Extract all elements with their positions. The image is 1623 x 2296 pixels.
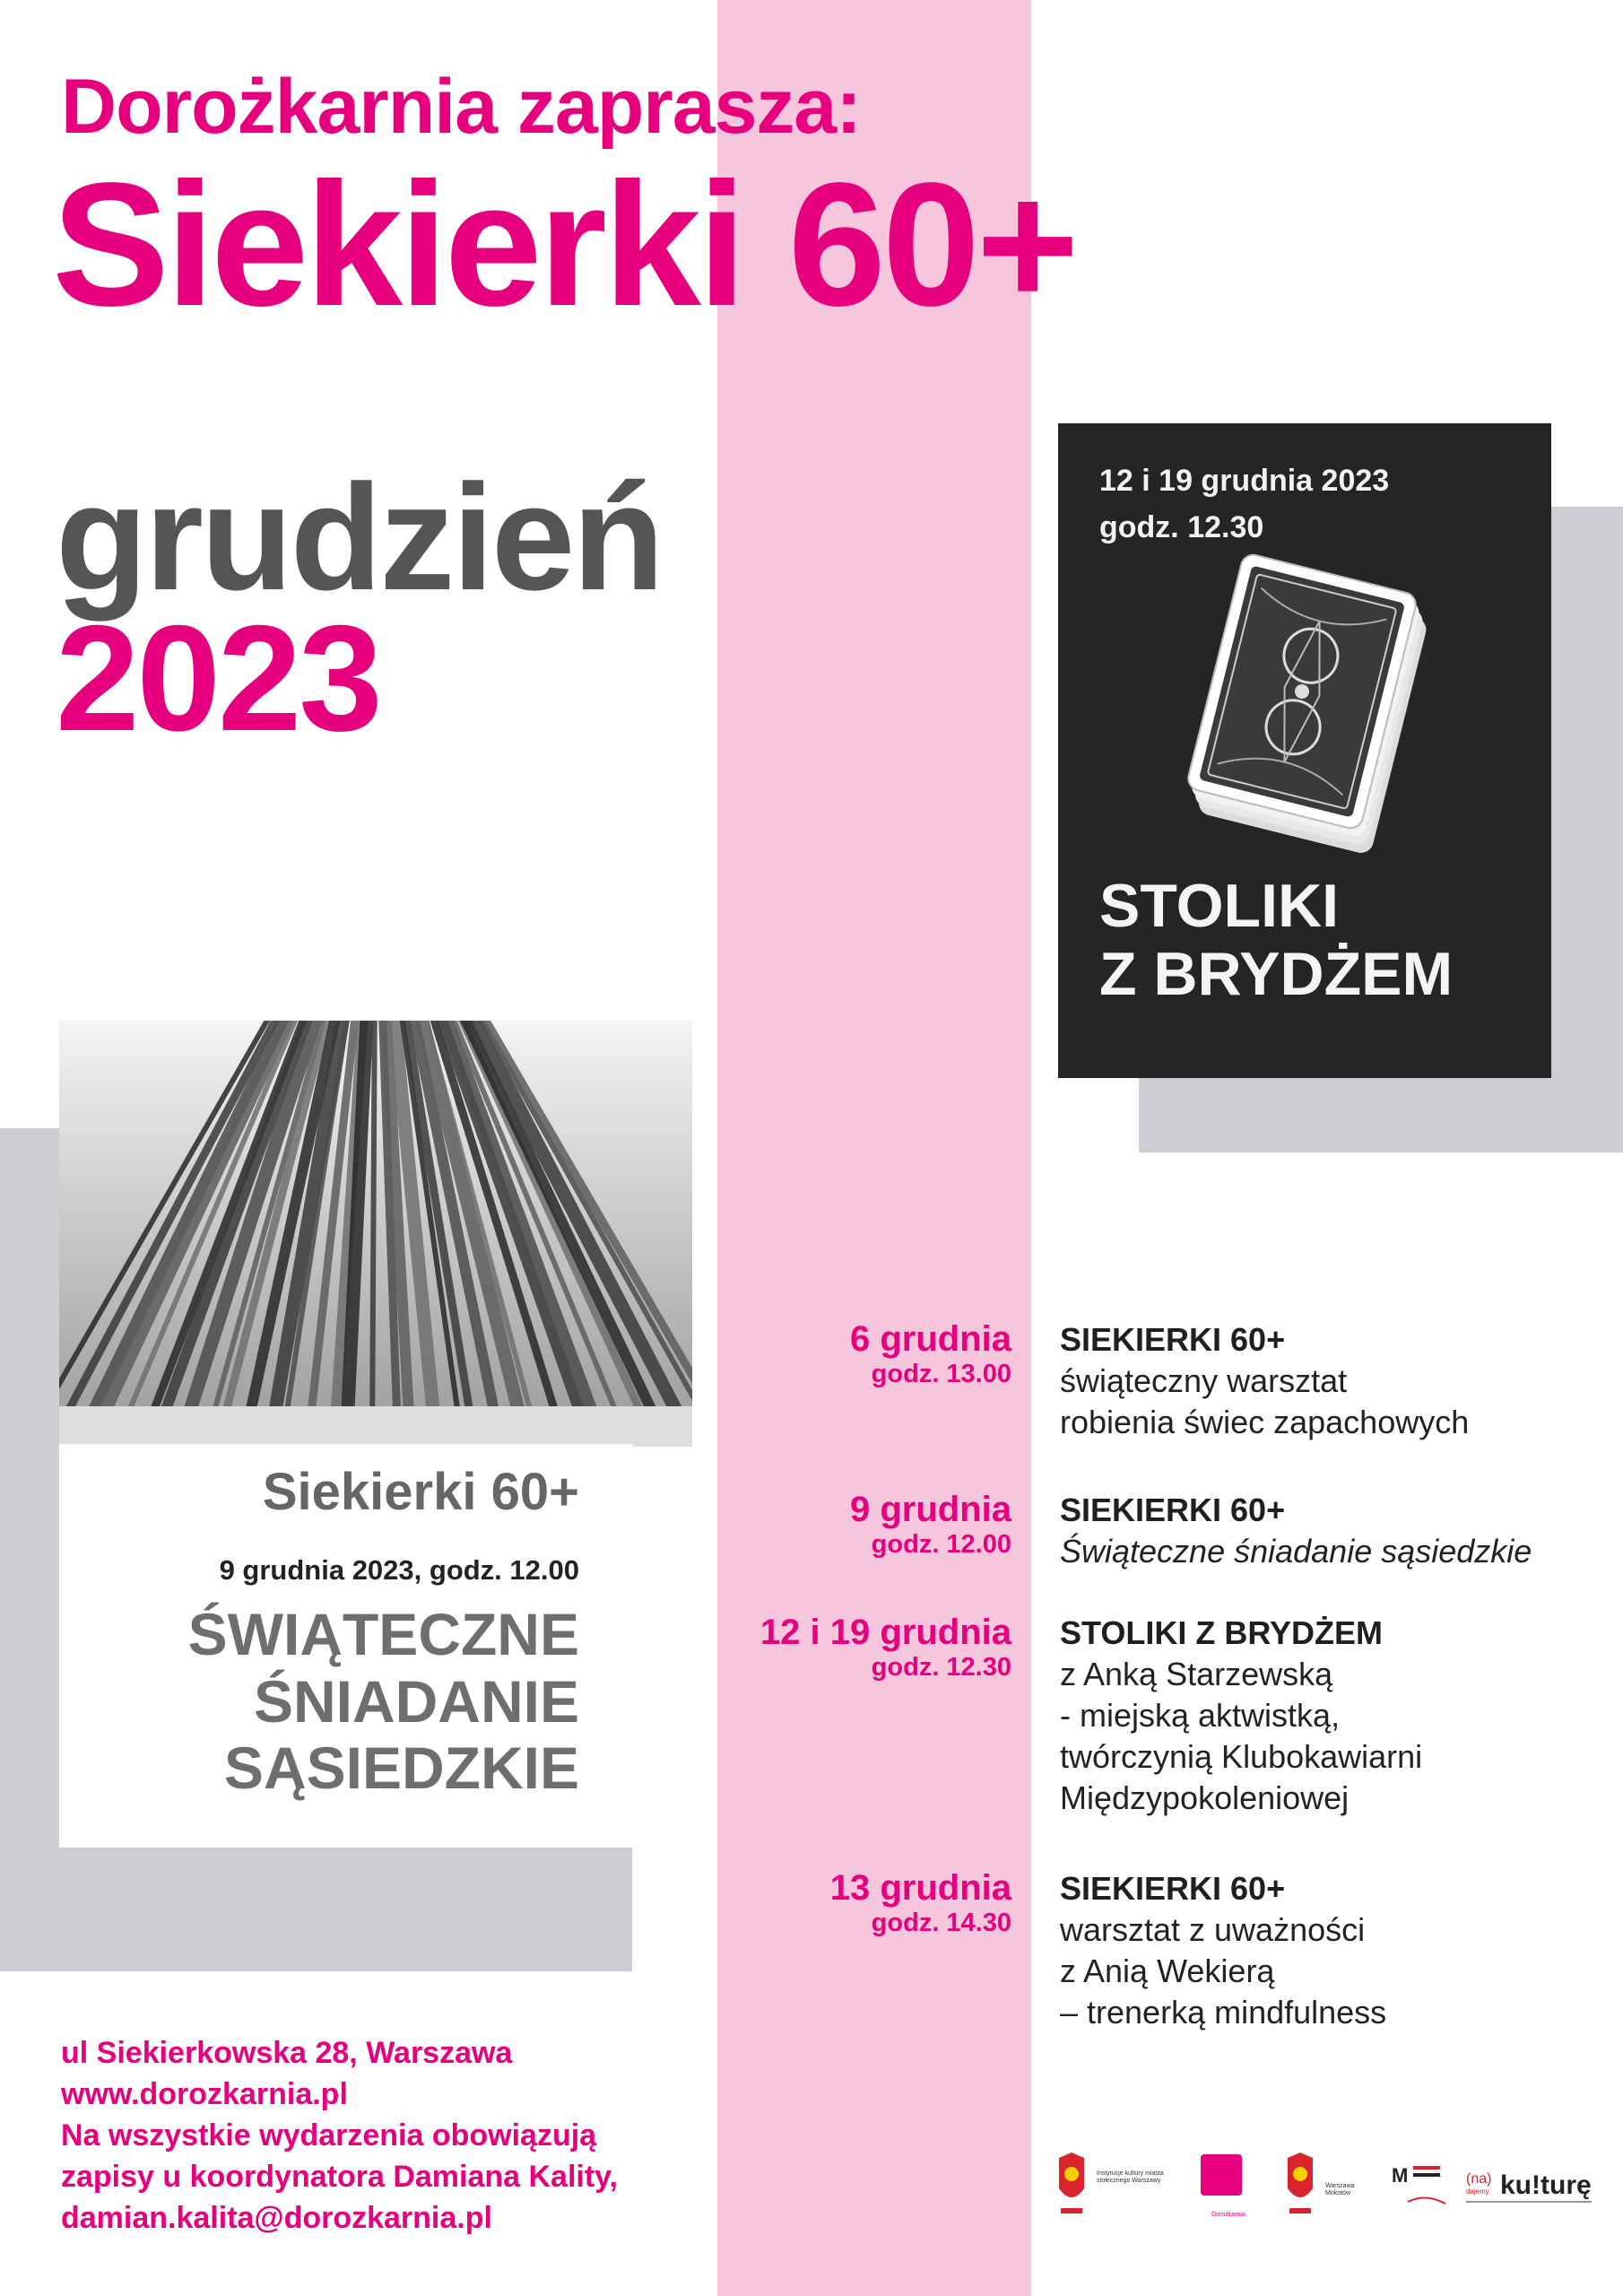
breakfast-card-subtitle: Siekierki 60+ — [262, 1463, 579, 1521]
svg-text:(na): (na) — [1466, 2171, 1492, 2187]
event-title: SIEKIERKI 60+ — [1060, 1492, 1286, 1528]
breakfast-card-title — [188, 1601, 579, 1802]
event-title: SIEKIERKI 60+ — [1060, 1321, 1286, 1358]
event-title: SIEKIERKI 60+ — [1060, 1870, 1286, 1907]
snowy-forest-photo — [59, 1021, 692, 1447]
bridge-event-card — [1058, 423, 1551, 1078]
event-date: 13 grudnia — [829, 1868, 1011, 1908]
breakfast-title-line: ŚNIADANIE — [253, 1667, 579, 1735]
contact-info — [61, 2033, 618, 2239]
breakfast-title-line: SĄSIEDZKIE — [223, 1735, 579, 1802]
warsaw-coat-of-arms-icon — [1054, 2152, 1170, 2233]
event-description-line: Międzypokoleniowej — [1060, 1779, 1350, 1816]
bridge-card-date: 12 i 19 grudnia 2023 — [1099, 464, 1390, 498]
page-title: Siekierki 60+ — [52, 146, 1076, 343]
bridge-card-time: godz. 12.30 — [1099, 510, 1264, 544]
event-description-line: - miejską aktwistką, — [1060, 1697, 1341, 1734]
logo-caption: Warszawa Mokotów — [1325, 2183, 1355, 2196]
intro-heading: Dorożkarnia zaprasza: — [61, 64, 861, 150]
event-time: godz. 12.00 — [871, 1530, 1011, 1559]
svg-text:M: M — [1392, 2164, 1409, 2187]
miejsce-mokotow-logo — [1390, 2157, 1453, 2229]
bridge-title-line: Z BRYDŻEM — [1099, 940, 1454, 1009]
event-description-line: z Anką Starzewską — [1060, 1656, 1333, 1692]
dorozkarnia-logo — [1188, 2154, 1269, 2235]
address: ul Siekierkowska 28, Warszawa — [61, 2036, 513, 2070]
event-time: godz. 12.30 — [871, 1653, 1011, 1682]
registration-note: Na wszystkie wydarzenia obowiązują — [61, 2118, 597, 2152]
breakfast-event-card — [59, 1444, 633, 1848]
event-description-line: z Anią Wekierą — [1060, 1952, 1275, 1989]
event-title: STOLIKI Z BRYDŻEM — [1060, 1614, 1383, 1651]
event-date: 12 i 19 grudnia — [759, 1613, 1011, 1652]
registration-note: zapisy u koordynatora Damiana Kality, — [61, 2159, 618, 2194]
bridge-title-line: STOLIKI — [1099, 872, 1339, 940]
nadajemy-kulture-logo — [1466, 2161, 1601, 2233]
pink-background-stripe — [717, 0, 1031, 2296]
event-description-line: świąteczny warsztat — [1060, 1362, 1348, 1399]
breakfast-card-date: 9 grudnia 2023, godz. 12.00 — [219, 1554, 579, 1586]
bridge-card-title — [1099, 872, 1453, 1008]
logo-caption: Instytucje kultury miasta stołecznego Warszawy — [1097, 2170, 1164, 2184]
month-heading: grudzień — [56, 453, 662, 622]
event-description-line: – trenerką mindfulness — [1060, 1994, 1387, 2031]
event-description-line: Świąteczne śniadanie sąsiedzkie — [1060, 1533, 1532, 1570]
year-heading: 2023 — [56, 594, 380, 762]
playing-cards-photo — [1166, 522, 1453, 863]
event-date: 9 grudnia — [849, 1490, 1011, 1529]
event-description-line: twórczynią Klubokawiarni — [1060, 1738, 1423, 1775]
event-time: godz. 13.00 — [871, 1360, 1011, 1388]
event-description-line: robienia świec zapachowych — [1060, 1404, 1470, 1440]
event-date: 6 grudnia — [849, 1319, 1011, 1359]
svg-text:ku!turę: ku!turę — [1500, 2170, 1592, 2200]
event-description-line: warsztat z uważności — [1060, 1911, 1366, 1948]
warsaw-coat-of-arms-icon — [1282, 2152, 1381, 2233]
breakfast-title-line: ŚWIĄTECZNE — [187, 1601, 579, 1667]
website-link[interactable]: www.dorozkarnia.pl — [61, 2076, 348, 2111]
svg-text:dajemy: dajemy — [1466, 2187, 1489, 2196]
email-link[interactable]: damian.kalita@dorozkarnia.pl — [61, 2200, 492, 2235]
logo-caption: Dorożkarnia — [1211, 2212, 1245, 2218]
event-time: godz. 14.30 — [871, 1909, 1011, 1937]
